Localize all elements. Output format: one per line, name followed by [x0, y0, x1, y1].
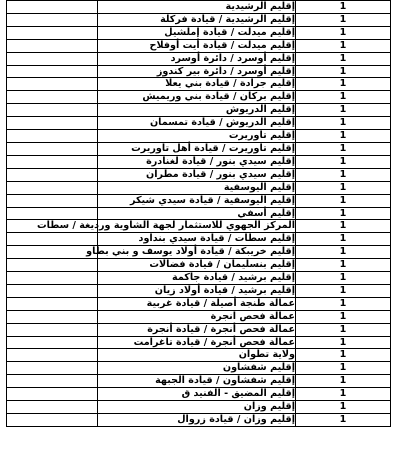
count-cell: 1	[296, 401, 391, 414]
blank-cell	[7, 336, 98, 349]
table-body	[7, 1, 391, 427]
blank-cell	[7, 181, 98, 194]
location-name-cell: إقليم أسفي	[98, 207, 296, 220]
blank-cell	[7, 78, 98, 91]
blank-cell	[7, 207, 98, 220]
location-name-cell: إقليم ميدلت / قيادة أيت أوفلاح	[98, 39, 296, 52]
count-cell: 1	[296, 78, 391, 91]
table-row	[7, 246, 391, 259]
blank-cell	[7, 130, 98, 143]
count-cell: 1	[296, 336, 391, 349]
location-name-cell: عمالة فحص أنجرة / قيادة أنجرة	[98, 323, 296, 336]
count-cell: 1	[296, 130, 391, 143]
count-cell: 1	[296, 91, 391, 104]
table-row	[7, 39, 391, 52]
count-cell: 1	[296, 194, 391, 207]
count-cell: 1	[296, 142, 391, 155]
location-name-cell: المركز الجهوي للاستثمار لجهة الشاوية ورديغة / سطات	[37, 220, 295, 232]
location-name-cell: إقليم تاوريرت / قيادة أهل تاوريرت	[98, 142, 296, 155]
count-cell: 1	[296, 310, 391, 323]
blank-cell	[7, 65, 98, 78]
location-name-cell: إقليم سيدي بنور / قيادة لغنادرة	[98, 155, 296, 168]
location-name-cell: إقليم اليوسفية	[98, 181, 296, 194]
table-row	[7, 1, 391, 14]
count-cell: 1	[296, 181, 391, 194]
count-cell: 1	[296, 362, 391, 375]
location-name-cell: إقليم جرادة / قيادة بني يعلا	[98, 78, 296, 91]
count-cell: 1	[296, 233, 391, 246]
table-row	[7, 13, 391, 26]
table-row	[7, 181, 391, 194]
count-cell: 1	[296, 13, 391, 26]
table-row	[7, 142, 391, 155]
blank-cell	[7, 388, 98, 401]
table-row	[7, 233, 391, 246]
count-cell: 1	[296, 284, 391, 297]
count-cell: 1	[296, 323, 391, 336]
location-name-cell: إقليم خريبكة / قيادة أولاد يوسف و بني بطاو	[86, 246, 295, 258]
location-name-cell: إقليم شفشاون	[98, 362, 296, 375]
location-name-cell: إقليم الدريوش	[98, 104, 296, 117]
blank-cell	[7, 233, 98, 246]
table-row	[7, 362, 391, 375]
location-name-cell: إقليم بركان / قيادة بني وريميش	[98, 91, 296, 104]
table-row	[7, 310, 391, 323]
blank-cell	[7, 26, 98, 39]
table-row	[7, 259, 391, 272]
location-name-cell: إقليم اليوسفية / قيادة سيدي شيكر	[98, 194, 296, 207]
location-name-cell: إقليم سطات / قيادة سيدي بنداود	[98, 233, 296, 246]
count-cell: 1	[296, 272, 391, 285]
blank-cell	[7, 246, 98, 259]
location-name-cell: إقليم ميدلت / قيادة إملشيل	[98, 26, 296, 39]
blank-cell	[7, 168, 98, 181]
blank-cell	[7, 39, 98, 52]
count-cell: 1	[296, 246, 391, 259]
location-name-cell: ولاية تطوان	[98, 349, 296, 362]
count-cell: 1	[296, 26, 391, 39]
posts-table	[6, 0, 391, 427]
table-row	[7, 388, 391, 401]
table-row	[7, 65, 391, 78]
table-row	[7, 323, 391, 336]
table-row	[7, 91, 391, 104]
count-cell: 1	[296, 207, 391, 220]
table-row	[7, 26, 391, 39]
table-row	[7, 168, 391, 181]
location-name-cell: عمالة فحص أنجرة / قيادة تاغرامت	[98, 336, 296, 349]
count-cell: 1	[296, 39, 391, 52]
blank-cell	[7, 155, 98, 168]
count-cell: 1	[296, 259, 391, 272]
table-row	[7, 117, 391, 130]
blank-cell	[7, 362, 98, 375]
table-row	[7, 349, 391, 362]
table-row	[7, 155, 391, 168]
blank-cell	[7, 401, 98, 414]
blank-cell	[7, 323, 98, 336]
count-cell: 1	[296, 220, 391, 233]
table-row	[7, 78, 391, 91]
location-name-cell: إقليم الرشيدية / قيادة فركلة	[98, 13, 296, 26]
blank-cell	[7, 104, 98, 117]
blank-cell	[7, 297, 98, 310]
table-row	[7, 401, 391, 414]
location-name-cell: عمالة فحص انجرة	[98, 310, 296, 323]
count-cell: 1	[296, 52, 391, 65]
location-name-cell: إقليم برشيد / قيادة أولاد زيان	[98, 284, 296, 297]
document-page	[6, 0, 390, 427]
blank-cell	[7, 375, 98, 388]
table-row	[7, 297, 391, 310]
count-cell: 1	[296, 414, 391, 427]
count-cell: 1	[296, 1, 391, 14]
location-name-cell: إقليم بنسليمان / قيادة فضالات	[98, 259, 296, 272]
location-name-cell: إقليم وزان / قيادة زروال	[98, 414, 296, 427]
location-name-cell: إقليم برشيد / قيادة جاكمة	[98, 272, 296, 285]
table-row	[7, 207, 391, 220]
count-cell: 1	[296, 388, 391, 401]
location-name-cell: إقليم تاوريرت	[98, 130, 296, 143]
blank-cell	[7, 142, 98, 155]
table-row	[7, 220, 391, 233]
table-row	[7, 194, 391, 207]
location-name-cell: إقليم الرشيدية	[98, 1, 296, 14]
blank-cell	[7, 91, 98, 104]
location-name-cell: إقليم أوسرد / دائرة أوسرد	[98, 52, 296, 65]
blank-cell	[7, 259, 98, 272]
blank-cell	[7, 349, 98, 362]
blank-cell	[7, 13, 98, 26]
table-row	[7, 104, 391, 117]
location-name-cell: عمالة طنجة أصيلة / قيادة غربية	[98, 297, 296, 310]
blank-cell	[7, 194, 98, 207]
count-cell: 1	[296, 117, 391, 130]
location-name-cell: إقليم شفشاون / قيادة الجبهة	[98, 375, 296, 388]
table-row	[7, 375, 391, 388]
blank-cell	[7, 1, 98, 14]
table-row	[7, 52, 391, 65]
blank-cell	[7, 284, 98, 297]
blank-cell	[7, 117, 98, 130]
location-name-cell: إقليم وزان	[98, 401, 296, 414]
count-cell: 1	[296, 65, 391, 78]
table-row	[7, 336, 391, 349]
table-row	[7, 414, 391, 427]
count-cell: 1	[296, 297, 391, 310]
blank-cell	[7, 272, 98, 285]
blank-cell	[7, 52, 98, 65]
blank-cell	[7, 414, 98, 427]
count-cell: 1	[296, 104, 391, 117]
table-row	[7, 130, 391, 143]
location-name-cell: إقليم المضيق - الفنيد ق	[98, 388, 296, 401]
table-row	[7, 272, 391, 285]
count-cell: 1	[296, 375, 391, 388]
count-cell: 1	[296, 168, 391, 181]
location-name-cell: إقليم الدريوش / قيادة تمسمان	[98, 117, 296, 130]
blank-cell	[7, 310, 98, 323]
table-row	[7, 284, 391, 297]
count-cell: 1	[296, 349, 391, 362]
count-cell: 1	[296, 155, 391, 168]
location-name-cell: إقليم أوسرد / دائرة بير كندوز	[98, 65, 296, 78]
location-name-cell: إقليم سيدي بنور / قيادة مطران	[98, 168, 296, 181]
